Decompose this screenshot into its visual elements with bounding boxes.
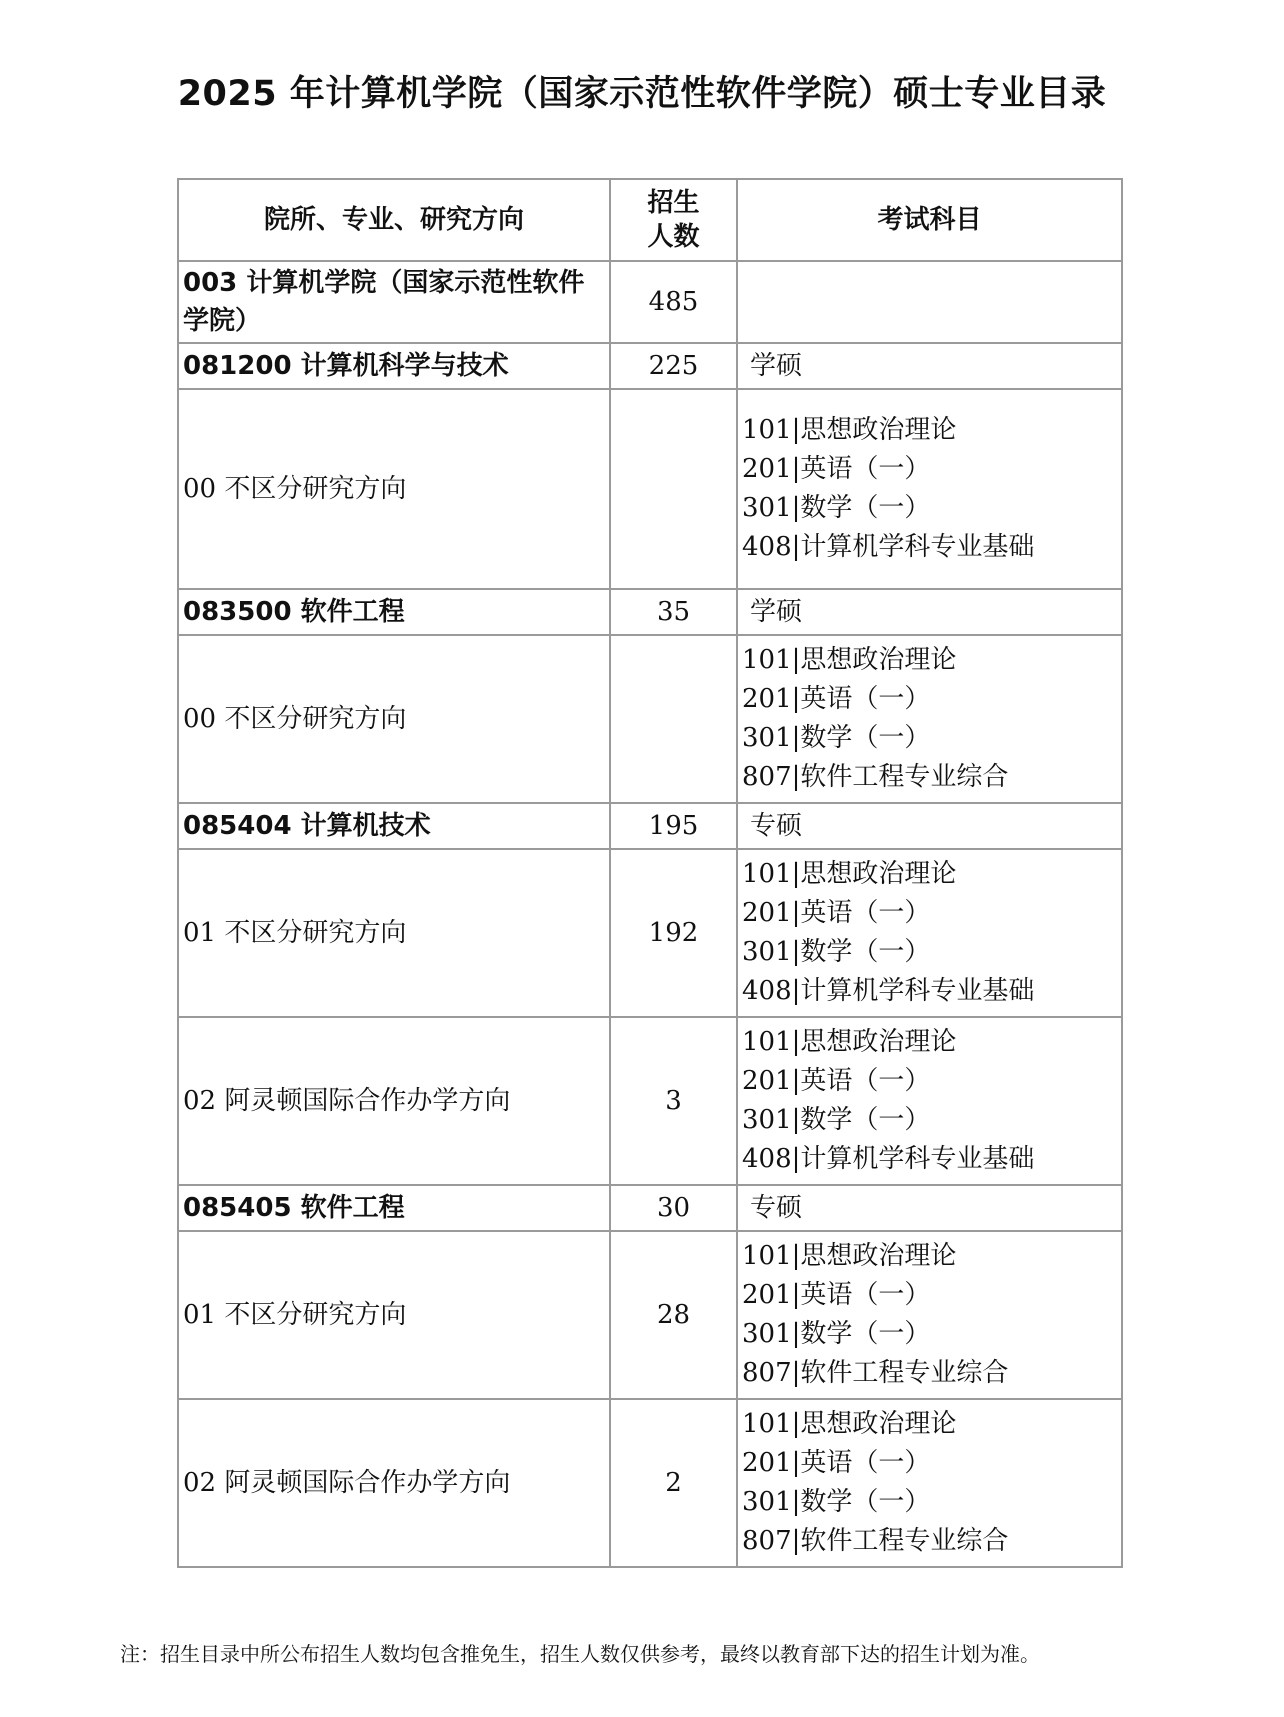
subject-item: 807|软件工程专业综合 [742,1358,1009,1388]
direction-row [178,1399,1122,1567]
subject-item: 408|计算机学科专业基础 [742,532,1035,562]
major-row [178,343,1122,389]
page-title: 2025 年计算机学院（国家示范性软件学院）硕士专业目录 [177,74,1107,114]
major-count: 35 [610,589,737,635]
subject-item: 101|思想政治理论 [742,1241,957,1271]
subject-item: 201|英语（一） [742,1448,931,1478]
subject-item: 301|数学（一） [742,1487,931,1517]
direction-count: 192 [610,849,737,1017]
degree-type: 专硕 [737,1185,1122,1231]
major-name: 083500 软件工程 [178,589,610,635]
exam-subjects [737,635,1122,803]
direction-row [178,635,1122,803]
subject-item: 301|数学（一） [742,493,931,523]
subject-item: 201|英语（一） [742,1280,931,1310]
degree-type: 学硕 [737,343,1122,389]
subject-item: 301|数学（一） [742,937,931,967]
direction-name: 02 阿灵顿国际合作办学方向 [178,1017,610,1185]
major-count: 225 [610,343,737,389]
footnote: 注：招生目录中所公布招生人数均包含推免生，招生人数仅供参考，最终以教育部下达的招生计划为准。 [120,1642,1040,1666]
subject-item: 101|思想政治理论 [742,645,957,675]
subject-item: 807|软件工程专业综合 [742,762,1009,792]
subject-item: 101|思想政治理论 [742,1027,957,1057]
direction-row [178,1231,1122,1399]
exam-subjects [737,1399,1122,1567]
subject-item: 201|英语（一） [742,1066,931,1096]
major-row [178,803,1122,849]
major-count: 195 [610,803,737,849]
subject-item: 101|思想政治理论 [742,1409,957,1439]
header-exam-subjects: 考试科目 [737,179,1122,261]
direction-name: 00 不区分研究方向 [178,389,610,589]
exam-subjects [737,389,1122,589]
program-catalog-table [177,178,1123,1568]
major-row [178,1185,1122,1231]
major-name: 081200 计算机科学与技术 [178,343,610,389]
direction-count: 2 [610,1399,737,1567]
major-count: 30 [610,1185,737,1231]
exam-subjects [737,1231,1122,1399]
header-enrollment-line1: 招生 [647,188,700,218]
school-name: 003 计算机学院（国家示范性软件学院） [178,261,610,343]
direction-row [178,389,1122,589]
school-count: 485 [610,261,737,343]
table-header-row [178,179,1122,261]
subject-item: 201|英语（一） [742,684,931,714]
direction-count: 3 [610,1017,737,1185]
direction-count [610,635,737,803]
direction-row [178,1017,1122,1185]
direction-name: 00 不区分研究方向 [178,635,610,803]
header-department: 院所、专业、研究方向 [178,179,610,261]
direction-count: 28 [610,1231,737,1399]
subject-item: 807|软件工程专业综合 [742,1526,1009,1556]
header-enrollment-line2: 人数 [647,222,700,252]
subject-item: 301|数学（一） [742,723,931,753]
subject-item: 408|计算机学科专业基础 [742,1144,1035,1174]
school-row [178,261,1122,343]
school-exam-cell [737,261,1122,343]
major-row [178,589,1122,635]
major-name: 085404 计算机技术 [178,803,610,849]
subject-item: 408|计算机学科专业基础 [742,976,1035,1006]
exam-subjects [737,849,1122,1017]
subject-item: 101|思想政治理论 [742,859,957,889]
degree-type: 专硕 [737,803,1122,849]
degree-type: 学硕 [737,589,1122,635]
header-enrollment [610,179,737,261]
direction-count [610,389,737,589]
subject-item: 201|英语（一） [742,454,931,484]
subject-item: 301|数学（一） [742,1105,931,1135]
direction-name: 02 阿灵顿国际合作办学方向 [178,1399,610,1567]
major-name: 085405 软件工程 [178,1185,610,1231]
subject-item: 201|英语（一） [742,898,931,928]
direction-name: 01 不区分研究方向 [178,849,610,1017]
subject-item: 301|数学（一） [742,1319,931,1349]
subject-item: 101|思想政治理论 [742,415,957,445]
direction-row [178,849,1122,1017]
direction-name: 01 不区分研究方向 [178,1231,610,1399]
exam-subjects [737,1017,1122,1185]
